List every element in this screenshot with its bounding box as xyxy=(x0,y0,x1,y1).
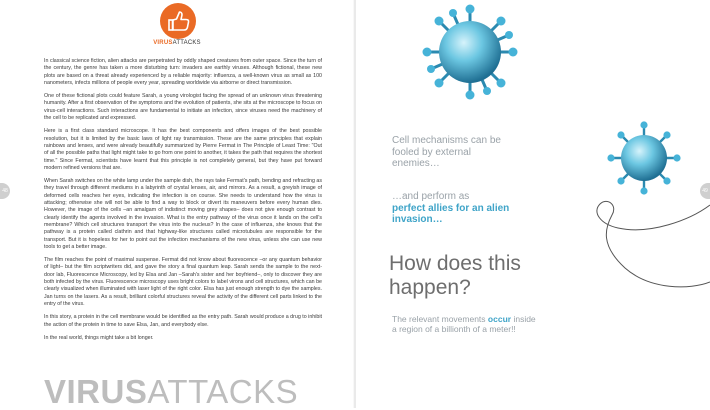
caption-movements-highlight: occur xyxy=(487,314,512,324)
footer-brand-rest: ATTACKS xyxy=(147,373,299,410)
paragraph: When Sarah switches on the white lamp under the sample dish, the rays take Fermat's path, bending and refracting as they travel through different mediums in a labyrinth of crystal lenses, air, and mirrors. As a result, a greyish image of deformed cells reaches her eyes, indicating the infection is on course. She needs to understand how the virus is attacking; otherwise she will not be able to find a way to block or divert its maneuvers before every human dies. However, the image of the cells –an amalgam of indistinct moving grey shapes– does not give enough contrast to clearly identify the agents involved in the invasion. What is the entry pathway of the virus once it lands on the cell's membrane? Which cell structures transport the virus into the nucleus? In the case of influenza, she knows that the pathway is a protein called clathrin and that highway-like structures called microtubules are responsible for the transport. But it is hopeless for her to point out the infection mechanisms of the new virus, unless she can use new tools to get a better image. xyxy=(44,178,322,250)
paragraph: The film reaches the point of maximal suspense. Fermat did not know about fluorescence –or any quantum behavior of light– but the film scriptwriters did, and gave the story a final quantum leap. Sarah sends the sample to the next-door lab, Fluorescence Microscopy, led by Elsa and Jan –Sarah's sister and her boyfriend–, only to discover they are both infected by the virus. Fluorescence microscopy uses bright colors to label virons and cell structures, which can be clearly visualized when illuminated with laser light of the right color. Elsa has just enough strength to dye the samples. Jan turns on the lasers. As a result, brilliant colorful structures reveal the activity of the different cell parts linked to the entry of the virus. xyxy=(44,257,322,307)
caption-perfect-allies-lead: …and perform as xyxy=(392,191,470,202)
caption-perfect-allies xyxy=(392,191,512,226)
caption-movements-lead: The relevant movements xyxy=(392,314,486,324)
logo-label-rest: ATTACKS xyxy=(172,40,201,46)
caption-movements xyxy=(392,314,542,334)
page-number-tab-right: 49 xyxy=(700,183,710,199)
paragraph: In this story, a protein in the cell membrane would be identified as the entry path. Sarah would produce a drug to inhibit the action of the protein in time to save Elsa, Jan, and everybody else. xyxy=(44,314,322,328)
paragraph: In classical science fiction, alien attacks are perpetrated by oddly shaped creatures from outer space. Since the turn of the century, the genre has taken a more disturbing turn: invaders are earthly viruses. Although fictional, these new plots are based on a threat already experienced by a reliable majority: influenza, a well-known virus as small as 100 nanometers, infects millions of people every year, spreading worldwide via airborne or direct transmission. xyxy=(44,58,322,86)
logo-label-bold: VIRUS xyxy=(153,40,173,46)
paragraph: In the real world, things might take a bit longer. xyxy=(44,334,154,341)
paragraph: One of these fictional plots could feature Sarah, a young virologist facing the spread of an unknown virus threatening humanity. After a first observation of the symptoms and the evolution of patients, she sits at the microscope to focus on virus-cell interactions. Such interactions are fundamental to initiate an infection, since viruses need the machinery of the cell to be replicated and expressed. xyxy=(44,93,322,122)
page-number-tab-left: 48 xyxy=(0,183,10,199)
caption-movements-tail: inside a region of a billionth of a meter!! xyxy=(392,314,536,334)
paragraph: Here is a first class standard microscope. It has the best components and offers images of the best possible resolution, but it is limited by the basic laws of light ray transmission. These are the same principles that explain rainbows and lenses, and were already beautifully summarized by Pierre Fermat in The Principle of Least Time: "Out of all the possible paths that light might take to go from one point to another, it takes the path that requires the shortest time." Since Fermat, scientists have learnt that this principle is not completely general, but they have put forward modern refined versions that are. xyxy=(44,128,322,171)
virus-illustration-large xyxy=(415,3,525,101)
virus-illustration-small xyxy=(604,120,684,196)
footer-brand-bold: VIRUS xyxy=(44,373,148,410)
caption-perfect-allies-highlight: perfect allies for an alien invasion… xyxy=(392,202,510,225)
caption-cell-mechanisms: Cell mechanisms can be fooled by external enemies… xyxy=(392,135,501,169)
section-heading: How does this happen? xyxy=(389,252,521,299)
